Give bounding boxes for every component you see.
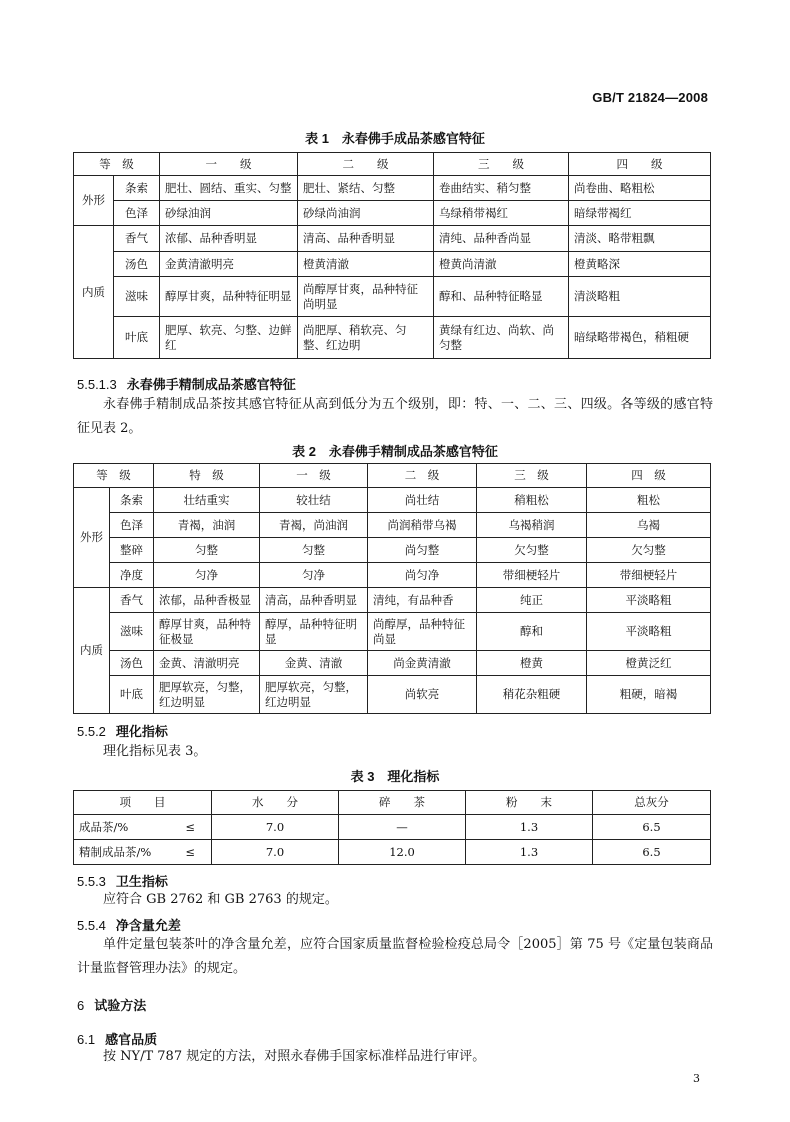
table-cell: 青褐，尚油润 <box>260 513 368 538</box>
table2-item: 滋味 <box>110 613 154 651</box>
table1-header-col: 三 级 <box>434 153 569 176</box>
table-cell: 匀净 <box>260 563 368 588</box>
table-cell: 较壮结 <box>260 488 368 513</box>
table-cell: 匀整 <box>260 538 368 563</box>
page-number: 3 <box>693 1072 700 1085</box>
table-cell: 平淡略粗 <box>587 613 711 651</box>
table-cell: 金黄、清澈 <box>260 651 368 676</box>
table-cell: 匀净 <box>154 563 260 588</box>
table3-header-col: 粉 末 <box>466 791 593 815</box>
table-row <box>74 513 711 538</box>
table-row <box>74 538 711 563</box>
table-cell: 6.5 <box>593 815 711 840</box>
table-row <box>74 613 711 651</box>
table-cell: 橙黄 <box>477 651 587 676</box>
table-cell: 肥壮、紧结、匀整 <box>298 176 434 201</box>
table-cell: 橙黄清澈 <box>298 252 434 277</box>
table-cell: 粗松 <box>587 488 711 513</box>
table-cell: 浓郁、品种香明显 <box>160 226 298 252</box>
table2-item: 香气 <box>110 588 154 613</box>
table3-op: ≤ <box>170 840 212 865</box>
table2-group-internal: 内质 <box>74 588 110 714</box>
table-cell: 卷曲结实、稍匀整 <box>434 176 569 201</box>
table-cell: 暗绿带褐红 <box>569 201 711 226</box>
table-cell: 壮结重实 <box>154 488 260 513</box>
table2-item: 叶底 <box>110 676 154 714</box>
table-cell: 平淡略粗 <box>587 588 711 613</box>
table-cell: 醇和、品种特征略显 <box>434 277 569 317</box>
table2-item: 整碎 <box>110 538 154 563</box>
table-cell: 尚软亮 <box>368 676 477 714</box>
table2-header-col: 三 级 <box>477 464 587 488</box>
table-cell: 欠匀整 <box>587 538 711 563</box>
table1-item: 色泽 <box>114 201 160 226</box>
table2 <box>73 463 711 714</box>
table3-header-item: 项 目 <box>74 791 212 815</box>
section-5513-text: 永春佛手精制成品茶按其感官特征从高到低分为五个级别，即：特、一、二、三、四级。各等级的感官特征见表 2。 <box>77 397 713 436</box>
table-row <box>74 176 711 201</box>
table-cell: 带细梗轻片 <box>477 563 587 588</box>
table3-item: 精制成品茶/% <box>74 840 170 865</box>
table-cell: 浓郁，品种香极显 <box>154 588 260 613</box>
table-cell: 乌褐 <box>587 513 711 538</box>
section-title: 理化指标 <box>115 724 168 739</box>
standard-number: GB/T 21824—2008 <box>592 90 708 105</box>
table1-caption: 表 1 永春佛手成品茶感官特征 <box>305 131 485 146</box>
table3-header-col: 水 分 <box>212 791 339 815</box>
table-cell: 橙黄略深 <box>569 252 711 277</box>
table-cell: 黄绿有红边、尚软、尚匀整 <box>434 317 569 359</box>
table3-header-col: 碎 茶 <box>339 791 466 815</box>
table-cell: 尚润稍带乌褐 <box>368 513 477 538</box>
table-cell: 清淡、略带粗飘 <box>569 226 711 252</box>
table1-group-appearance: 外形 <box>74 176 114 226</box>
table-cell: 尚匀整 <box>368 538 477 563</box>
section-6-heading <box>77 995 146 1014</box>
table-row <box>74 840 711 865</box>
table-row <box>74 676 711 714</box>
table-cell: 匀整 <box>154 538 260 563</box>
table2-group-appearance: 外形 <box>74 488 110 588</box>
table-cell: 醇厚甘爽，品种特征极显 <box>154 613 260 651</box>
table-cell: 纯正 <box>477 588 587 613</box>
section-61-text: 按 NY/T 787 规定的方法，对照永春佛手国家标准样品进行审评。 <box>103 1049 486 1064</box>
table-cell: 清纯、品种香尚显 <box>434 226 569 252</box>
table-cell: 砂绿油润 <box>160 201 298 226</box>
table-cell: 橙黄尚清澈 <box>434 252 569 277</box>
table-row <box>74 277 711 317</box>
table-row <box>74 588 711 613</box>
table-cell: 尚金黄清澈 <box>368 651 477 676</box>
table-cell: 清高、品种香明显 <box>298 226 434 252</box>
table-cell: 7.0 <box>212 840 339 865</box>
table-cell: 1.3 <box>466 815 593 840</box>
table3 <box>73 790 711 865</box>
table-cell: 欠匀整 <box>477 538 587 563</box>
table-cell: 1.3 <box>466 840 593 865</box>
section-number: 5.5.1.3 <box>77 377 117 392</box>
table-row <box>74 201 711 226</box>
table-cell: 12.0 <box>339 840 466 865</box>
table1-item: 条索 <box>114 176 160 201</box>
table2-header-col: 四 级 <box>587 464 711 488</box>
table-row <box>74 317 711 359</box>
table-cell: 暗绿略带褐色，稍粗硬 <box>569 317 711 359</box>
section-553-text: 应符合 GB 2762 和 GB 2763 的规定。 <box>103 892 338 907</box>
section-title: 净含量允差 <box>115 918 181 933</box>
table1-header-col: 二 级 <box>298 153 434 176</box>
table-cell: 砂绿尚油润 <box>298 201 434 226</box>
section-title: 试验方法 <box>94 998 147 1013</box>
table-cell: 尚匀净 <box>368 563 477 588</box>
table1-item: 滋味 <box>114 277 160 317</box>
table1-header-col: 四 级 <box>569 153 711 176</box>
section-number: 5.5.2 <box>77 724 106 739</box>
table-cell: 尚壮结 <box>368 488 477 513</box>
table-cell: 肥厚、软亮、匀整、边鲜红 <box>160 317 298 359</box>
section-title: 感官品质 <box>105 1032 158 1047</box>
table-row <box>74 563 711 588</box>
table-cell: 尚醇厚甘爽，品种特征尚明显 <box>298 277 434 317</box>
table-cell: 乌绿稍带褐红 <box>434 201 569 226</box>
table-cell: 清淡略粗 <box>569 277 711 317</box>
section-number: 6 <box>77 998 85 1013</box>
table-cell: 肥厚软亮，匀整，红边明显 <box>260 676 368 714</box>
table-cell: 醇厚甘爽，品种特征明显 <box>160 277 298 317</box>
table1-header-row <box>74 153 711 176</box>
table-cell: 稍粗松 <box>477 488 587 513</box>
table2-header-col: 一 级 <box>260 464 368 488</box>
table1 <box>73 152 711 359</box>
section-554-heading <box>77 915 181 934</box>
table-cell: 7.0 <box>212 815 339 840</box>
table-cell: 醇和 <box>477 613 587 651</box>
table1-item: 香气 <box>114 226 160 252</box>
table-cell: 乌褐稍润 <box>477 513 587 538</box>
table1-item: 汤色 <box>114 252 160 277</box>
section-title: 永春佛手精制成品茶感官特征 <box>126 377 296 392</box>
table-row <box>74 815 711 840</box>
table-row <box>74 252 711 277</box>
table-cell: 青褐，油润 <box>154 513 260 538</box>
table2-item: 色泽 <box>110 513 154 538</box>
table1-header-grade: 等 级 <box>74 153 160 176</box>
table-cell: 肥厚软亮，匀整，红边明显 <box>154 676 260 714</box>
table2-item: 汤色 <box>110 651 154 676</box>
table-cell: 金黄清澈明亮 <box>160 252 298 277</box>
table-cell: 醇厚，品种特征明显 <box>260 613 368 651</box>
table3-header-col: 总灰分 <box>593 791 711 815</box>
table-cell: 清高，品种香明显 <box>260 588 368 613</box>
section-number: 5.5.3 <box>77 874 106 889</box>
table3-caption: 表 3 理化指标 <box>350 769 440 784</box>
table-cell: 粗硬，暗褐 <box>587 676 711 714</box>
table2-item: 净度 <box>110 563 154 588</box>
section-number: 6.1 <box>77 1032 96 1047</box>
table1-group-internal: 内质 <box>74 226 114 359</box>
table3-op: ≤ <box>170 815 212 840</box>
section-554-text: 单件定量包装茶叶的净含量允差，应符合国家质量监督检验检疫总局令［2005］第 75 号《定量包装商品计量监督管理办法》的规定。 <box>77 937 713 976</box>
section-552-heading <box>77 721 168 740</box>
section-5513-heading <box>77 374 296 393</box>
table2-header-col: 特 级 <box>154 464 260 488</box>
table-cell: 6.5 <box>593 840 711 865</box>
section-552-text: 理化指标见表 3。 <box>103 744 207 759</box>
table-cell: 清纯，有品种香 <box>368 588 477 613</box>
table-cell: 尚醇厚，品种特征尚显 <box>368 613 477 651</box>
table-cell: 稍花杂粗硬 <box>477 676 587 714</box>
table-cell: — <box>339 815 466 840</box>
table-cell: 尚卷曲、略粗松 <box>569 176 711 201</box>
section-number: 5.5.4 <box>77 918 106 933</box>
table-cell: 橙黄泛红 <box>587 651 711 676</box>
table2-item: 条索 <box>110 488 154 513</box>
table3-header-row <box>74 791 711 815</box>
table-row <box>74 651 711 676</box>
table-cell: 金黄、清澈明亮 <box>154 651 260 676</box>
table-cell: 带细梗轻片 <box>587 563 711 588</box>
table2-header-col: 二 级 <box>368 464 477 488</box>
section-title: 卫生指标 <box>115 874 168 889</box>
table3-item: 成品茶/% <box>74 815 170 840</box>
table1-item: 叶底 <box>114 317 160 359</box>
table2-header-row <box>74 464 711 488</box>
table1-header-col: 一 级 <box>160 153 298 176</box>
table2-caption: 表 2 永春佛手精制成品茶感官特征 <box>292 444 498 459</box>
table-row <box>74 488 711 513</box>
table-row <box>74 226 711 252</box>
table2-header-grade: 等 级 <box>74 464 154 488</box>
table-cell: 尚肥厚、稍软亮、匀整、红边明 <box>298 317 434 359</box>
table-cell: 肥壮、圆结、重实、匀整 <box>160 176 298 201</box>
